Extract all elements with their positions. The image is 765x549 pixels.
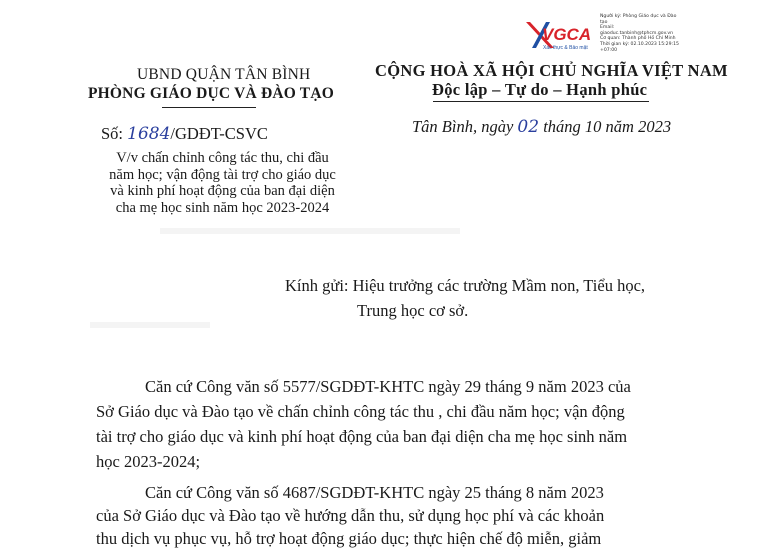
so-suffix: /GDĐT-CSVC (170, 124, 268, 143)
signature-line: Thời gian ký: 02.10.2023 15:29:15 (600, 41, 679, 47)
subject-block (85, 150, 360, 216)
issuer-parent: UBND QUẬN TÂN BÌNH (137, 66, 311, 83)
national-title: CỘNG HOÀ XÃ HỘI CHỦ NGHĨA VIỆT NAM (375, 61, 728, 80)
signature-line: giaoduc.tanbinh@tphcm.gov.vn (600, 30, 674, 36)
signature-line: Email: (600, 25, 615, 31)
body-paragraph-line: Căn cứ Công văn số 5577/SGDĐT-KHTC ngày 29 tháng 9 năm 2023 của (145, 377, 631, 396)
signature-line: Người ký: Phòng Giáo dục và Đào (600, 14, 677, 19)
date-day-handwritten: 02 (517, 117, 540, 137)
subject-line: V/v chấn chỉnh công tác thu, chi đầu (116, 150, 329, 166)
issue-date (412, 117, 671, 137)
bleed-through (160, 228, 460, 234)
svg-text:VGCA: VGCA (542, 25, 592, 44)
date-suffix: tháng 10 năm 2023 (543, 117, 672, 136)
signature-line: tạo (600, 19, 608, 25)
bleed-through (90, 322, 210, 328)
so-number-handwritten: 1684 (127, 124, 171, 144)
recipient-line: Trung học cơ sở. (357, 301, 469, 320)
subject-line: cha mẹ học sinh năm học 2023-2024 (115, 199, 330, 216)
issuer-underline (162, 107, 256, 108)
subject-line: và kinh phí hoạt động của ban đại diện (110, 183, 335, 199)
date-prefix: Tân Bình, ngày (412, 117, 514, 136)
signature-line: +07:00 (600, 47, 618, 53)
svg-text:Xác thực & Bảo mật: Xác thực & Bảo mật (543, 45, 588, 51)
document-number (101, 124, 268, 144)
body-paragraph-line: Sở Giáo dục và Đào tạo về chấn chỉnh công tác thu , chi đầu năm học; vận động (96, 402, 625, 421)
signature-line: Cơ quan: Thành phố Hồ Chí Minh (600, 36, 676, 42)
digital-signature-stamp (524, 12, 762, 52)
body-paragraph-line: Căn cứ Công văn số 4687/SGDĐT-KHTC ngày 25 tháng 8 năm 2023 (145, 483, 604, 502)
subject-line: năm học; vận động tài trợ cho giáo dục (109, 166, 336, 183)
motto-underline (433, 101, 649, 102)
national-motto: Độc lập – Tự do – Hạnh phúc (432, 80, 648, 99)
body-paragraph-line: của Sở Giáo dục và Đào tạo về hướng dẫn thu, sử dụng học phí và các khoản (96, 506, 605, 525)
signature-info (600, 14, 679, 53)
recipient-line: Kính gửi: Hiệu trưởng các trường Mầm non, Tiểu học, (285, 276, 646, 295)
issuer-name: PHÒNG GIÁO DỤC VÀ ĐÀO TẠO (88, 85, 334, 102)
body-paragraph-line: học 2023-2024; (96, 452, 201, 471)
so-prefix: Số: (101, 124, 124, 143)
body-paragraph-line: thu dịch vụ phục vụ, hỗ trợ hoạt động giáo dục; thực hiện chế độ miễn, giảm (96, 529, 602, 548)
body-paragraph-line: tài trợ cho giáo dục và kinh phí hoạt động của ban đại diện cha mẹ học sinh năm (96, 427, 628, 446)
